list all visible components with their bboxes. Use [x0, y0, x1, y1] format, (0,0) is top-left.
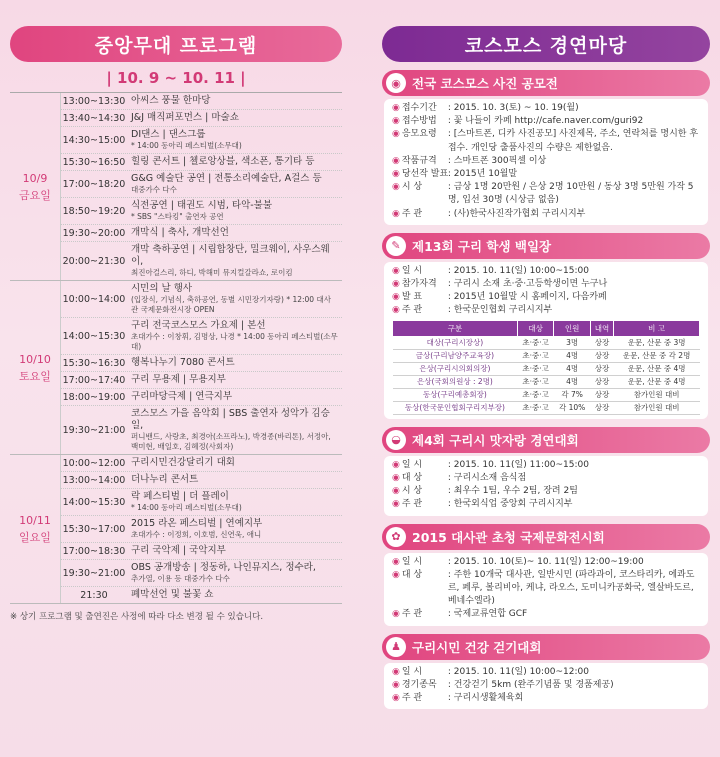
bullet-icon: ◉	[392, 556, 400, 567]
table-cell: 4명	[554, 349, 590, 362]
schedule-event	[127, 455, 342, 471]
info-value: : 최우수 1팀, 우수 2팀, 장려 2팀	[447, 486, 578, 497]
info-item	[392, 498, 700, 511]
bullet-icon: ◉	[392, 265, 400, 276]
table-cell: 상장	[590, 349, 613, 362]
section-title: 구리시민 건강 걷기대회	[412, 639, 542, 655]
info-key: 일 시	[401, 265, 423, 276]
schedule-row	[61, 281, 342, 318]
schedule-row	[61, 242, 342, 280]
schedule-event	[127, 472, 342, 488]
info-item	[392, 459, 700, 472]
section-body	[384, 553, 708, 626]
info-item	[392, 168, 700, 181]
bullet-icon: ◉	[392, 103, 400, 113]
schedule-row	[61, 372, 342, 389]
schedule-time: 18:50~19:20	[62, 205, 126, 217]
bullet-icon: ◉	[392, 129, 400, 140]
section-body	[384, 663, 708, 710]
bullet-icon: ◉	[392, 305, 400, 316]
schedule-row	[61, 127, 342, 154]
info-item	[392, 181, 700, 207]
table-row	[393, 336, 700, 349]
table-cell: 3명	[554, 336, 590, 349]
event-title: 식전공연 | 태권도 시범, 타악-불불	[131, 200, 273, 211]
bullet-icon: ◉	[392, 182, 400, 193]
bullet-icon: ◉	[392, 486, 400, 497]
schedule-time: 19:30~20:00	[62, 227, 126, 239]
event-detail: 초대가수 : 이정희, 이호범, 신연욱, 애니	[131, 530, 262, 539]
info-item	[392, 102, 700, 115]
table-cell: 참가인원 대비	[614, 401, 700, 414]
award-table	[392, 320, 700, 415]
table-cell: 초·중·고	[517, 362, 554, 375]
walkers-icon: ♟	[386, 637, 406, 657]
schedule-event	[127, 355, 342, 371]
schedule-event	[127, 389, 342, 405]
section-title: 2015 대사관 초청 국제문화전시회	[412, 529, 605, 545]
schedule-event	[127, 318, 342, 354]
event-title: 폐막선언 및 불꽃 쇼	[131, 589, 214, 600]
event-title: 행복나누기 7080 콘서트	[131, 357, 235, 368]
info-key: 접수방법	[401, 116, 437, 127]
info-key: 당선작 발표	[401, 169, 449, 180]
table-cell: 상장	[590, 375, 613, 388]
schedule-event	[127, 225, 342, 241]
event-detail: 대중가수 다수	[131, 185, 177, 194]
schedule-time: 15:30~16:50	[62, 156, 126, 168]
info-key: 주 관	[401, 208, 423, 219]
schedule-time: 14:00~15:30	[62, 330, 126, 342]
info-item	[392, 472, 700, 485]
table-header: 인원	[554, 320, 590, 336]
info-item	[392, 291, 700, 304]
info-value: : 2015. 10. 11(일) 10:00~12:00	[447, 666, 589, 677]
contest-section	[382, 634, 710, 710]
schedule-event	[127, 372, 342, 388]
info-value: : 2015년 10월말	[447, 169, 518, 180]
info-item	[392, 265, 700, 278]
event-title: 구리마당극제 | 연극지부	[131, 391, 233, 402]
schedule-time: 10:00~12:00	[62, 457, 126, 469]
schedule-row	[61, 516, 342, 543]
section-header	[382, 524, 710, 550]
schedule-time: 15:30~16:30	[62, 357, 126, 369]
bullet-icon: ◉	[392, 609, 400, 620]
schedule-row	[61, 489, 342, 516]
schedule-time: 21:30	[80, 589, 108, 601]
date-range: | 10. 9 ~ 10. 11 |	[106, 69, 246, 87]
info-value: : 구리시 소재 초·중·고등학생이면 누구나	[447, 279, 608, 290]
info-key: 주 관	[401, 305, 423, 316]
info-value: : 2015. 10. 11(일) 10:00~15:00	[447, 265, 589, 276]
table-cell: 초·중·고	[517, 349, 554, 362]
table-cell: 상장	[590, 336, 613, 349]
schedule-time: 19:30~21:00	[62, 424, 126, 436]
bullet-icon: ◉	[392, 693, 400, 704]
table-header: 대상	[517, 320, 554, 336]
schedule-time: 17:00~17:40	[62, 374, 126, 386]
info-key: 접수기간	[401, 103, 437, 113]
table-cell: 상장	[590, 362, 613, 375]
schedule-time: 13:40~14:30	[62, 112, 126, 124]
info-key: 주 관	[401, 693, 423, 704]
event-title: 코스모스 가을 음악회 | SBS 출연자 성악가 김승일,	[131, 408, 330, 431]
schedule-time: 17:00~18:20	[62, 178, 126, 190]
schedule-row	[61, 455, 342, 472]
schedule-event	[127, 406, 342, 454]
event-title: 구리시민건강달리기 대회	[131, 457, 235, 468]
info-item	[392, 608, 700, 621]
schedule-event	[127, 171, 342, 197]
table-cell: 동상(한국문인협회구리지부장)	[393, 401, 518, 414]
contest-section	[382, 524, 710, 626]
schedule-event	[127, 281, 342, 317]
event-detail: * 14:00 동아리 페스티벌(소무대)	[131, 503, 242, 512]
pen-icon: ✎	[386, 236, 406, 256]
event-title: 락 페스티벌 | 더 플레이	[131, 491, 229, 502]
event-title: J&J 매직퍼포먼스 | 마술쇼	[131, 112, 239, 123]
info-value: : 꽃 나들이 카페 http://cafe.naver.com/guri92	[447, 116, 644, 127]
info-item	[392, 666, 700, 679]
schedule-row	[61, 110, 342, 127]
section-header	[382, 634, 710, 660]
info-key: 일 시	[401, 666, 423, 677]
day-weekday: 토요일	[19, 369, 51, 383]
schedule-event	[127, 198, 342, 224]
info-item	[392, 208, 700, 221]
section-body	[384, 99, 708, 225]
table-row	[393, 401, 700, 414]
event-title: 개막식 | 축사, 개막선언	[131, 227, 229, 238]
bowl-icon: ◒	[386, 430, 406, 450]
day-block	[10, 455, 342, 604]
schedule-row	[61, 171, 342, 198]
info-key: 대 상	[401, 473, 423, 484]
info-value: : 건강걷기 5km (완주기념품 및 경품제공)	[447, 679, 614, 690]
schedule-row	[61, 355, 342, 372]
contest-title: 코스모스 경연마당	[382, 26, 710, 62]
info-key: 대 상	[401, 569, 423, 580]
day-block	[10, 93, 342, 281]
bullet-icon: ◉	[392, 155, 400, 166]
info-value: : (사)한국사진작가협회 구리시지부	[447, 208, 586, 219]
table-header: 비 고	[614, 320, 700, 336]
schedule-row	[61, 318, 342, 355]
section-header	[382, 70, 710, 96]
central-stage-program-panel	[10, 26, 342, 622]
schedule-time: 20:00~21:30	[62, 255, 126, 267]
info-key: 일 시	[401, 459, 423, 470]
info-value: : 2015년 10월말 시 홈페이지, 다음카페	[447, 292, 607, 303]
info-value: : 2015. 10. 11(일) 11:00~15:00	[447, 459, 589, 470]
info-value: : 스마트폰 300픽셀 이상	[447, 155, 547, 166]
schedule-time: 18:00~19:00	[62, 391, 126, 403]
event-title: 개막 축하공연 | 시립합창단, 밀크웨이, 사우스웨이,	[131, 244, 330, 267]
bullet-icon: ◉	[392, 279, 400, 290]
schedule-event	[127, 127, 342, 153]
bullet-icon: ◉	[392, 116, 400, 127]
palette-icon: ✿	[386, 527, 406, 547]
table-cell: 초·중·고	[517, 388, 554, 401]
info-value: : 국제교류연합 GCF	[447, 609, 528, 620]
event-title: 구리 전국코스모스 가요제 | 본선	[131, 320, 266, 331]
bullet-icon: ◉	[392, 679, 400, 690]
table-cell: 운문, 산문 중 3명	[614, 336, 700, 349]
schedule-row	[61, 472, 342, 489]
event-detail: 최진아걸스리, 하디, 박해미 뮤지컬갈라쇼, 로이킴	[131, 268, 293, 277]
table-cell: 상장	[590, 401, 613, 414]
camera-icon: ◉	[386, 73, 406, 93]
info-value: : 주한 10개국 대사관, 일반시민 (파라과이, 코스타리카, 에콰도르, 페루, 볼리비아, 케냐, 라오스, 도미니카공화국, 엘살바도르, 베네수엘라)	[447, 569, 695, 607]
info-value: : 2015. 10. 3(토) ~ 10. 19(월)	[447, 103, 579, 113]
event-detail: (입장식, 기념식, 축하공연, 동별 시민장기자랑) * 12:00 대사관 국제문화전시장 OPEN	[131, 295, 331, 314]
schedule-row	[61, 225, 342, 242]
table-cell: 4명	[554, 362, 590, 375]
section-title: 전국 코스모스 사진 공모전	[412, 76, 558, 91]
schedule-time: 13:00~13:30	[62, 95, 126, 107]
section-title: 제4회 구리시 맛자랑 경연대회	[412, 432, 579, 448]
section-title: 제13회 구리 학생 백일장	[412, 238, 552, 254]
info-item	[392, 278, 700, 291]
schedule-time: 14:30~15:00	[62, 134, 126, 146]
event-title: 아씨스 풍물 한마당	[131, 95, 211, 106]
table-cell: 초·중·고	[517, 375, 554, 388]
event-detail: 추가열, 이용 등 대중가수 다수	[131, 574, 230, 583]
bullet-icon: ◉	[392, 292, 400, 303]
event-title: 시민의 날 행사	[131, 283, 193, 294]
bullet-icon: ◉	[392, 459, 400, 470]
info-key: 시 상	[401, 486, 423, 497]
table-row	[393, 362, 700, 375]
info-value: : 2015. 10. 10(토)~ 10. 11(일) 12:00~19:00	[447, 556, 644, 567]
table-cell: 동상(구리예총회장)	[393, 388, 518, 401]
info-item	[392, 128, 700, 154]
contest-section	[382, 233, 710, 419]
day-weekday: 일요일	[19, 531, 51, 544]
table-row	[393, 349, 700, 362]
schedule-event	[127, 516, 342, 542]
schedule-event	[127, 154, 342, 170]
bullet-icon: ◉	[392, 499, 400, 510]
schedule-time: 14:00~15:30	[62, 496, 126, 508]
day-label	[10, 281, 60, 454]
info-item	[392, 569, 700, 609]
table-cell: 대상(구리시장상)	[393, 336, 518, 349]
info-key: 응모요령	[401, 129, 437, 140]
info-item	[392, 485, 700, 498]
table-cell: 금상(구리남양주교육장)	[393, 349, 518, 362]
day-block	[10, 281, 342, 455]
event-detail: 초대가수 : 이창휘, 김명상, 나경 * 14:00 동아리 페스티벌(소무대)	[131, 332, 338, 351]
central-stage-title: 중앙무대 프로그램	[10, 26, 342, 62]
section-header	[382, 233, 710, 259]
table-cell: 운문, 산문 중 4명	[614, 362, 700, 375]
bullet-icon: ◉	[392, 473, 400, 484]
cosmos-contest-panel	[382, 26, 710, 709]
schedule-time: 19:30~21:00	[62, 567, 126, 579]
schedule-row	[61, 93, 342, 110]
info-value: : [스마트폰, 디카 사진공모] 사진제목, 주소, 연락처를 명시한 후 접수. 개인당 출품사진의 수량은 제한없음.	[447, 129, 699, 153]
event-title: DI댄스 | 댄스그룹	[131, 129, 206, 140]
schedule-row	[61, 154, 342, 171]
bullet-icon: ◉	[392, 666, 400, 677]
table-cell: 운문, 산문 중 각 2명	[614, 349, 700, 362]
schedule-event	[127, 489, 342, 515]
event-title: 구리 무용제 | 무용지부	[131, 374, 226, 385]
schedule-row	[61, 198, 342, 225]
event-title: 힐링 콘서트 | 첼로앙상블, 색소폰, 통기타 등	[131, 156, 315, 167]
table-cell: 운문, 산문 중 4명	[614, 375, 700, 388]
schedule-time: 15:30~17:00	[62, 523, 126, 535]
info-key: 참가자격	[401, 279, 437, 290]
event-title: OBS 공개방송 | 정동하, 나인뮤지스, 정수라,	[131, 562, 316, 573]
schedule-event	[127, 93, 342, 109]
info-value: : 한국외식업 중앙회 구리시지부	[447, 499, 573, 510]
table-cell: 4명	[554, 375, 590, 388]
schedule-row	[61, 587, 342, 603]
info-value: : 한국문인협회 구리시지부	[447, 305, 553, 316]
schedule-row	[61, 543, 342, 560]
schedule-event	[127, 587, 342, 603]
info-item	[392, 679, 700, 692]
info-key: 작품규격	[401, 155, 437, 166]
schedule-time: 10:00~14:00	[62, 293, 126, 305]
table-header: 내역	[590, 320, 613, 336]
event-title: 구리 국악제 | 국악지부	[131, 545, 226, 556]
day-date: 10/10	[19, 352, 51, 366]
table-cell: 참가인원 대비	[614, 388, 700, 401]
bullet-icon: ◉	[392, 208, 400, 219]
day-date: 10/9	[22, 171, 48, 185]
info-key: 시 상	[401, 182, 423, 193]
info-item	[392, 304, 700, 317]
schedule-row	[61, 406, 342, 454]
event-title: 2015 라온 페스티벌 | 연예지부	[131, 518, 263, 529]
section-body	[384, 262, 708, 419]
schedule-event	[127, 110, 342, 126]
info-key: 일 시	[401, 556, 423, 567]
bullet-icon: ◉	[392, 169, 400, 180]
contest-section	[382, 70, 710, 225]
table-cell: 각 10%	[554, 401, 590, 414]
table-row	[393, 388, 700, 401]
info-item	[392, 115, 700, 128]
day-weekday: 금요일	[19, 188, 51, 202]
day-label	[10, 455, 60, 603]
event-title: 더나누리 콘서트	[131, 474, 199, 485]
info-item	[392, 155, 700, 168]
schedule-table	[10, 92, 342, 604]
schedule-time: 17:00~18:30	[62, 545, 126, 557]
info-item	[392, 556, 700, 569]
event-detail: 퍼니밴드, 사랑초, 최경아(소프라노), 박경종(바리톤), 서정아, 백미현, 배일호, 김혜정(사회자)	[131, 432, 331, 451]
info-key: 경기종목	[401, 679, 437, 690]
table-cell: 각 7%	[554, 388, 590, 401]
schedule-event	[127, 560, 342, 586]
schedule-event	[127, 543, 342, 559]
event-detail: * 14:00 동아리 페스티벌(소무대)	[131, 141, 242, 150]
contest-section	[382, 427, 710, 516]
info-item	[392, 692, 700, 705]
event-title: G&G 예술단 공연 | 전통소리예술단, A걸스 등	[131, 173, 322, 184]
schedule-event	[127, 242, 342, 280]
event-detail: * SBS "스타킹" 출연자 공연	[131, 212, 224, 221]
day-date: 10/11	[19, 514, 51, 527]
info-value: : 금상 1명 20만원 / 은상 2명 10만원 / 동상 3명 5만원 가작 5명, 입선 30명 (시상금 없음)	[447, 182, 694, 206]
table-header: 구분	[393, 320, 518, 336]
schedule-row	[61, 389, 342, 406]
info-value: : 구리시소재 음식점	[447, 473, 527, 484]
contest-sections	[382, 70, 710, 709]
schedule-row	[61, 560, 342, 587]
table-cell: 은상(국회의원상 : 2명)	[393, 375, 518, 388]
bullet-icon: ◉	[392, 569, 400, 580]
table-cell: 은상(구리시의회의장)	[393, 362, 518, 375]
info-value: : 구리시생활체육회	[447, 693, 524, 704]
table-cell: 상장	[590, 388, 613, 401]
schedule-note: ※ 상기 프로그램 및 출연진은 사정에 따라 다소 변경 될 수 있습니다.	[10, 612, 264, 622]
section-body	[384, 456, 708, 516]
table-cell: 초·중·고	[517, 401, 554, 414]
info-key: 주 관	[401, 609, 423, 620]
table-row	[393, 375, 700, 388]
schedule-time: 13:00~14:00	[62, 474, 126, 486]
table-cell: 초·중·고	[517, 336, 554, 349]
section-header	[382, 427, 710, 453]
day-label	[10, 93, 60, 280]
info-key: 발 표	[401, 292, 423, 303]
info-key: 주 관	[401, 499, 423, 510]
